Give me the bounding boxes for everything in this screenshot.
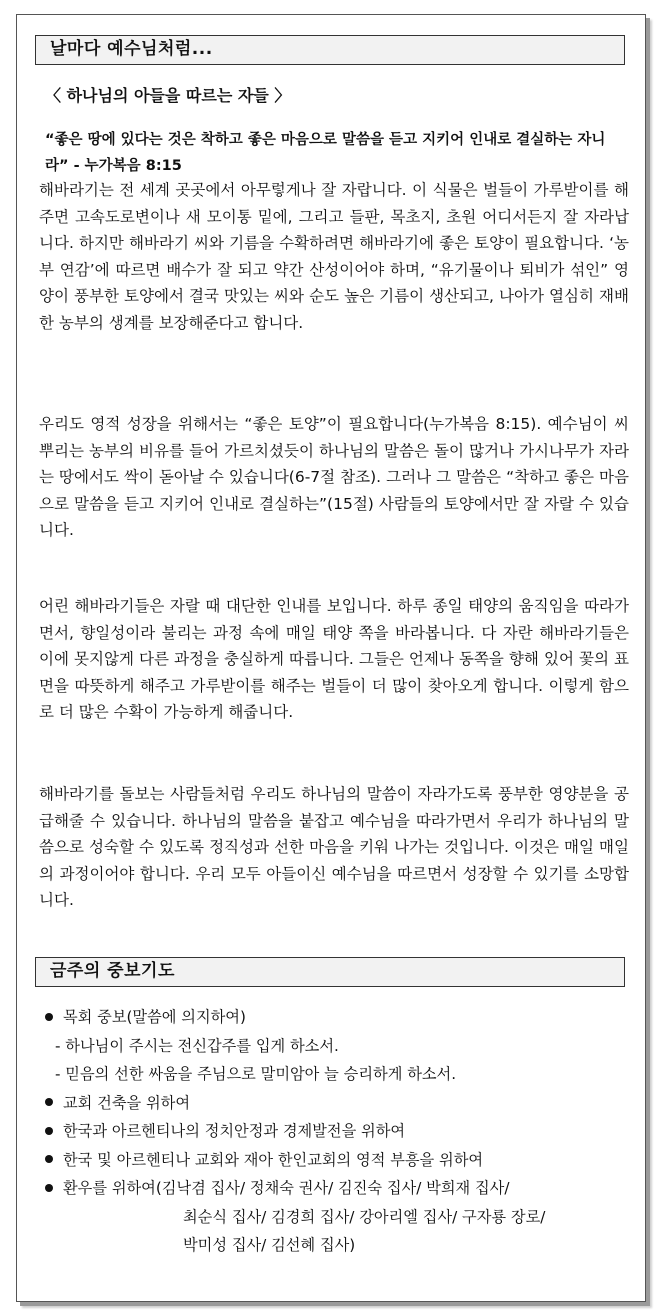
prayer-list <box>45 1003 635 1260</box>
bullet-icon <box>45 1155 53 1163</box>
prayer-subitem: - 믿음의 선한 싸움을 주님으로 말미암아 늘 승리하게 하소서. <box>55 1065 457 1083</box>
prayer-item: 환우를 위하여(김낙겸 집사/ 정채숙 권사/ 김진숙 집사/ 박희재 집사/ <box>45 1174 635 1203</box>
paragraph-1: 해바라기는 전 세계 곳곳에서 아무렇게나 잘 자랍니다. 이 식물은 벌들이 가루받이를 해주면 고속도로변이나 새 모이통 밑에, 그리고 들판, 목초지, 초원 어디서든지 잘 자라납니다. 하지만 해바라기 씨와 기름을 수확하려면 해바라기에 좋은 토양이 필요합니다. ‘농부 연감’에 따르면 배수가 잘 되고 약간 산성이어야 하며, “유기물이나 퇴비가 섞인” 영양이 풍부한 토양에서 결국 맛있는 씨와 순도 높은 기름이 생산되고, 나아가 열심히 재배한 농부의 생계를 보장해준다고 합니다. <box>39 181 629 332</box>
bulletin-page <box>16 14 646 1302</box>
bullet-icon <box>45 1127 53 1135</box>
prayer-header <box>35 957 625 987</box>
devotional-title: 날마다 예수님처럼... <box>50 39 213 59</box>
paragraph-3: 어린 해바라기들은 자랄 때 대단한 인내를 보입니다. 하루 종일 태양의 움직임을 따라가면서, 향일성이라 불리는 과정 속에 매일 태양 쪽을 바라봅니다. 다 자란 해바라기들은 이에 못지않게 다른 과정을 충실하게 따릅니다. 그들은 언제나 동쪽을 향해 있어 꽃의 표면을 따뜻하게 해주고 가루받이를 해주는 벌들이 더 많이 찾아오게 합니다. 이렇게 함으로 더 많은 수확이 가능하게 해줍니다. <box>39 597 629 721</box>
bullet-icon <box>45 1013 53 1021</box>
scripture-verse: “좋은 땅에 있다는 것은 착하고 좋은 마음으로 말씀을 듣고 지키어 인내로 결실하는 자니라” - 누가복음 8:15 <box>45 132 606 174</box>
devotional-subtitle: 〈 하나님의 아들을 따르는 자들 〉 <box>45 86 291 105</box>
prayer-title: 금주의 중보기도 <box>50 961 175 981</box>
prayer-subitem: - 하나님이 주시는 전신갑주를 입게 하소서. <box>55 1036 339 1055</box>
prayer-continuation: 최순식 집사/ 김경희 집사/ 강아리엘 집사/ 구자룡 장로/ <box>183 1207 546 1226</box>
bullet-icon <box>45 1098 53 1106</box>
prayer-item: 교회 건축을 위하여 <box>45 1089 635 1118</box>
bullet-icon <box>45 1184 53 1192</box>
prayer-item: 한국과 아르헨티나의 정치안정과 경제발전을 위하여 <box>45 1117 635 1146</box>
paragraph-2: 우리도 영적 성장을 위해서는 “좋은 토양”이 필요합니다(누가복음 8:15). 예수님이 씨 뿌리는 농부의 비유를 들어 가르치셨듯이 하나님의 말씀은 돌이 많거나 가시나무가 자라는 땅에서도 싹이 돋아날 수 있습니다(6-7절 참조). 그러나 그 말씀은 “착하고 좋은 마음으로 말씀을 듣고 지키어 인내로 결실하는”(15절) 사람들의 토양에서만 잘 자랄 수 있습니다. <box>39 415 629 539</box>
prayer-item: 한국 및 아르헨티나 교회와 재아 한인교회의 영적 부흥을 위하여 <box>45 1146 635 1175</box>
prayer-continuation: 박미성 집사/ 김선혜 집사) <box>183 1236 356 1254</box>
prayer-item: 목회 중보(말씀에 의지하여) <box>45 1003 635 1032</box>
paragraph-4: 해바라기를 돌보는 사람들처럼 우리도 하나님의 말씀이 자라가도록 풍부한 영양분을 공급해줄 수 있습니다. 하나님의 말씀을 붙잡고 예수님을 따라가면서 우리가 하나님의 말씀으로 성숙할 수 있도록 정직성과 선한 마음을 키워 나가는 것입니다. 이것은 매일 매일의 과정이어야 합니다. 우리 모두 아들이신 예수님을 따르면서 성장할 수 있기를 소망합니다. <box>39 785 629 909</box>
devotional-header <box>35 35 625 65</box>
